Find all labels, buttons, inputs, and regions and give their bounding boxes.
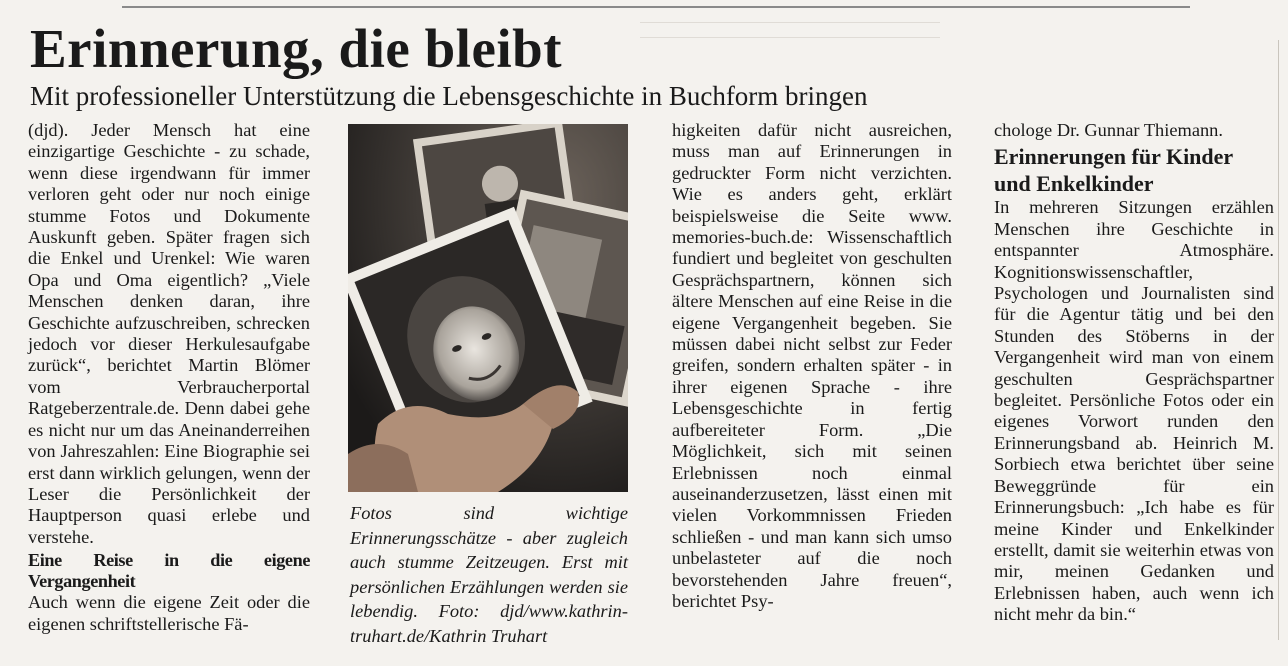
article-column-1 — [28, 120, 310, 635]
subheadline: Mit professioneller Unterstützung die Lebensgeschichte in Buchform bringen — [30, 81, 868, 111]
column1-continuation: Auch wenn die eigene Zeit oder die eigenen schriftstellerische Fä- — [28, 592, 310, 634]
column1-paragraph: (djd). Jeder Mensch hat eine einzigartige Geschichte - zu schade, wenn diese irgendwann für immer verloren geht oder nur noch einige stumme Fotos und Dokumente Auskunft geben. Später fragen sich die Enkel und Urenkel: Wie waren Opa und Oma eigentlich? „Viele Menschen denken daran, ihre Geschichte aufzuschreiben, schrecken jedoch vor dieser Herkulesaufgabe zurück“, berichtet Martin Blömer vom Verbraucherportal Ratgeberzentrale.de. Denn dabei gehe es nicht nur um das Aneinanderreihen von Jahreszahlen: Eine Biographie sei erst dann wirklich gelungen, wenn der Leser die Persönlichkeit der Hauptperson quasi erlebe und verstehe. — [28, 120, 310, 547]
article-column-4 — [994, 120, 1274, 626]
top-rule — [122, 6, 1190, 8]
column4-subheading: Erinnerungen für Kinder und Enkelkinder — [994, 144, 1233, 197]
column3-text: higkeiten dafür nicht ausreichen, muss man auf Erinnerungen in gedruckter Form nicht verzichten. Wie es anders geht, erklärt beispielsweise die Seite www. memories-buch.de: Wissenschaftlich fundiert und begleitet von geschulten Gesprächspartnern, können sich ältere Menschen auf eine Reise in die eigene Vergangenheit begeben. Sie müssen dabei nicht selbst zur Feder greifen, sondern erhalten später - in ihrer eigenen Sprache - ihre Lebensgeschichte in fertig aufbereiteter Form. „Die Möglichkeit, sich mit seinen Erlebnissen noch einmal auseinanderzusetzen, lässt einen mit vielen Vorkommnissen Frieden schließen - und man kann sich umso unbelasteter auf die noch bevorstehenden Jahre freuen“, berichtet Psy- — [672, 120, 952, 611]
caption-text: Fotos sind wichtige Erinnerungsschätze - aber zugleich auch stumme Zeitzeugen. Erst mit persönlichen Erzählungen werden sie lebendig. Foto: djd/www.kathrin-truhart.de/Kathrin Truhart — [350, 503, 628, 646]
bleed-through-text — [640, 22, 940, 38]
photo-caption — [350, 501, 628, 648]
column4-text: In mehreren Sitzungen erzählen Menschen ihre Geschichte in entspannter Atmosphäre. Kognitionswissenschaftler, Psychologen und Journalisten sind für die Agentur tätig und bei den Stunden des Stöberns in der Vergangenheit wird man von einem geschulten Gesprächspartner begleitet. Persönliche Fotos oder ein eigenes Vorwort runden den Erinnerungsband ab. Heinrich M. Sorbiech etwa berichtet über seine Beweggründe für ein Erinnerungsbuch: „Ich habe es für meine Kinder und Enkelkinder erstellt, damit sie weiterhin etwas von mir, meinen Gedanken und Erlebnissen haben, auch wenn ich nicht mehr da bin.“ — [994, 197, 1274, 625]
column4-intro: chologe Dr. Gunnar Thiemann. — [994, 120, 1223, 140]
article-photo — [348, 124, 628, 492]
article-column-3 — [672, 120, 952, 612]
page-edge — [1278, 40, 1279, 640]
old-photographs-image — [348, 124, 628, 492]
headline: Erinnerung, die bleibt — [30, 18, 563, 79]
column1-subheading: Eine Reise in die eigene Vergangenheit — [28, 550, 310, 592]
